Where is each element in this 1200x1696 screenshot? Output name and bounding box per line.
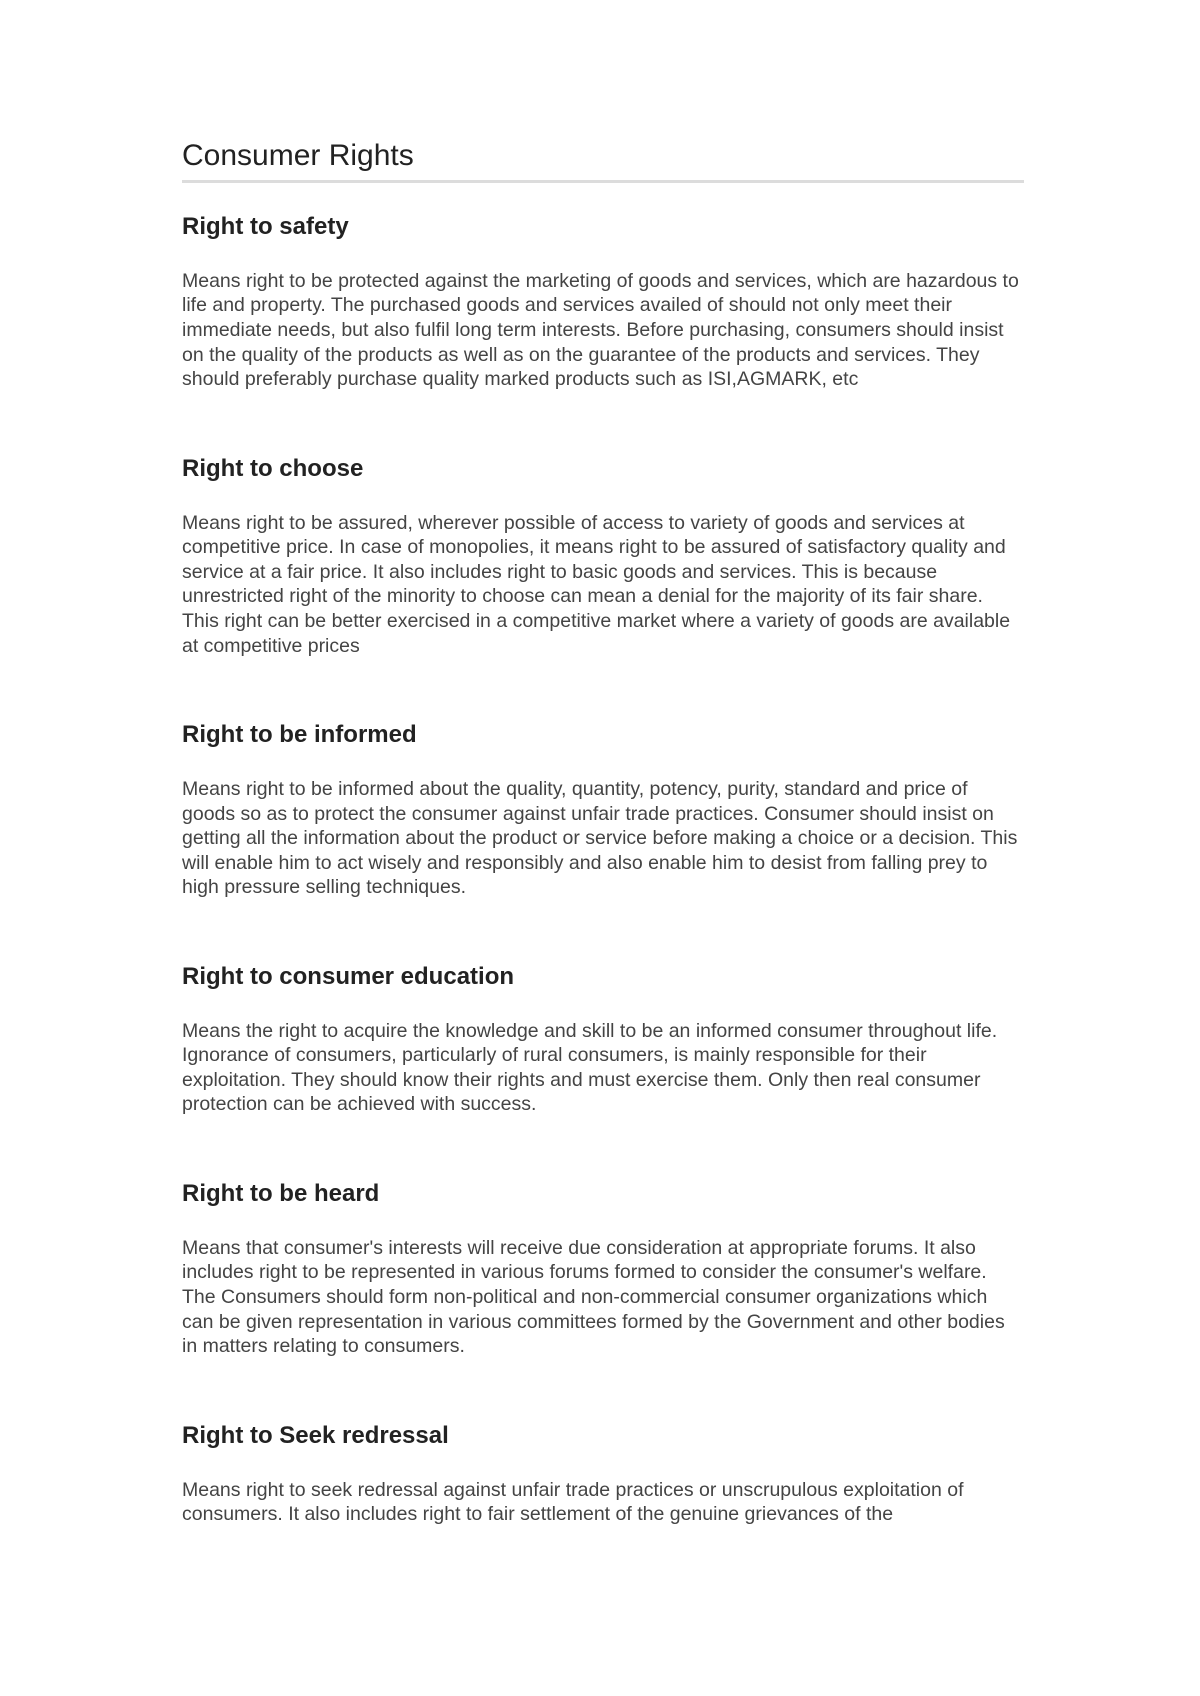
section-right-to-seek-redressal	[182, 1422, 1024, 1527]
section-body: Means right to be informed about the quality, quantity, potency, purity, standard and price of goods so as to protect the consumer against unfair trade practices. Consumer should insist on getting all the information about the product or service before making a choice or a decision. This will enable him to act wisely and responsibly and also enable him to desist from falling prey to high pressure selling techniques.	[182, 777, 1018, 899]
document-page	[182, 138, 1024, 1527]
section-right-to-choose	[182, 455, 1024, 658]
section-heading: Right to consumer education	[182, 962, 515, 990]
section-right-to-be-informed	[182, 721, 1024, 900]
section-right-to-be-heard	[182, 1180, 1024, 1359]
section-heading: Right to be informed	[182, 721, 417, 749]
document-title: Consumer Rights	[182, 138, 1024, 183]
section-heading: Right to choose	[182, 454, 364, 482]
section-body: Means the right to acquire the knowledge and skill to be an informed consumer throughout life. Ignorance of consumers, particularly of rural consumers, is mainly responsible for their exploitation. They should know their rights and must exercise them. Only then real consumer protection can be achieved with success.	[182, 1019, 998, 1116]
section-body: Means that consumer's interests will receive due consideration at appropriate forums. It also includes right to be represented in various forums formed to consider the consumer's welfare. The Consumers should form non-political and non-commercial consumer organizations which can be given representation in various committees formed by the Government and other bodies in matters relating to consumers.	[182, 1236, 1005, 1358]
section-right-to-consumer-education	[182, 963, 1024, 1117]
section-right-to-safety	[182, 213, 1024, 392]
section-body: Means right to be protected against the marketing of goods and services, which are hazardous to life and property. The purchased goods and services availed of should not only meet their immediate needs, but also fulfil long term interests. Before purchasing, consumers should insist on the quality of the products as well as on the guarantee of the products and services. They should preferably purchase quality marked products such as ISI,AGMARK, etc	[182, 269, 1019, 391]
section-heading: Right to be heard	[182, 1180, 380, 1208]
section-heading: Right to Seek redressal	[182, 1421, 449, 1449]
section-heading: Right to safety	[182, 213, 349, 240]
section-body: Means right to be assured, wherever possible of access to variety of goods and services at competitive price. In case of monopolies, it means right to be assured of satisfactory quality and service at a fair price. It also includes right to basic goods and services. This is because unrestricted right of the minority to choose can mean a denial for the majority of its fair share. This right can be better exercised in a competitive market where a variety of goods are available at competitive prices	[182, 511, 1011, 657]
section-body: Means right to seek redressal against unfair trade practices or unscrupulous exploitation of consumers. It also includes right to fair settlement of the genuine grievances of the	[182, 1478, 964, 1526]
